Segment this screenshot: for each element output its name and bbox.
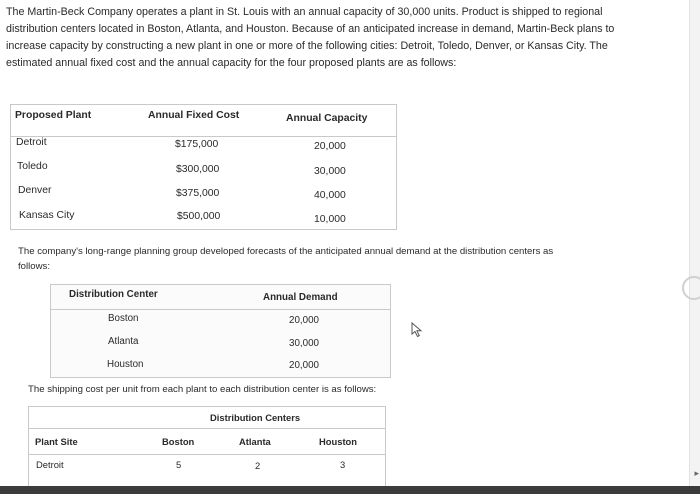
plant-name: Toledo bbox=[17, 161, 48, 172]
fixed-cost: $175,000 bbox=[175, 139, 219, 150]
cost-atlanta: 2 bbox=[255, 460, 261, 471]
paragraph-line: The company's long-range planning group developed forecasts of the anticipated annual demand at the distribution centers as bbox=[18, 246, 554, 257]
page-edge-scrollbar[interactable] bbox=[689, 0, 700, 486]
fixed-cost: $500,000 bbox=[177, 211, 221, 222]
header-houston: Houston bbox=[319, 436, 358, 447]
demand-value: 20,000 bbox=[289, 360, 319, 371]
chevron-right-icon[interactable]: ▸ bbox=[694, 468, 699, 478]
table-row bbox=[11, 185, 396, 209]
center-name: Boston bbox=[108, 313, 139, 324]
demand-paragraph bbox=[18, 244, 678, 274]
header-annual-fixed-cost: Annual Fixed Cost bbox=[148, 110, 240, 121]
header-boston: Boston bbox=[162, 436, 195, 447]
header-proposed-plant: Proposed Plant bbox=[15, 110, 92, 121]
header-annual-capacity: Annual Capacity bbox=[286, 113, 368, 124]
table-header-row bbox=[51, 285, 390, 310]
table-row bbox=[51, 311, 390, 333]
paragraph-line: follows: bbox=[18, 261, 50, 272]
annual-demand-table bbox=[50, 284, 391, 378]
header-distribution-centers: Distribution Centers bbox=[210, 412, 301, 423]
center-name: Atlanta bbox=[108, 336, 139, 347]
table-row bbox=[11, 209, 396, 233]
fixed-cost: $300,000 bbox=[176, 164, 220, 175]
shipping-cost-paragraph: The shipping cost per unit from each plant to each distribution center is as follows: bbox=[28, 384, 377, 395]
table-group-header-row bbox=[29, 407, 385, 429]
intro-line: The Martin-Beck Company operates a plant in St. Louis with an annual capacity of 30,000 units. Product is shipped to regional bbox=[6, 6, 603, 18]
header-atlanta: Atlanta bbox=[239, 436, 271, 447]
capacity: 30,000 bbox=[314, 166, 346, 177]
table-row bbox=[11, 137, 396, 161]
shipping-cost-table bbox=[28, 406, 386, 488]
intro-line: increase capacity by constructing a new plant in one or more of the following cities: Detroit, Toledo, Denver, or Kansas City. The bbox=[6, 40, 608, 52]
capacity: 40,000 bbox=[314, 190, 346, 201]
plant-name: Denver bbox=[18, 185, 52, 196]
table-header-row bbox=[11, 105, 396, 137]
mouse-pointer-icon bbox=[410, 322, 424, 338]
header-annual-demand: Annual Demand bbox=[263, 292, 338, 303]
center-name: Houston bbox=[107, 359, 144, 370]
plant-site: Detroit bbox=[36, 459, 64, 470]
table-header-row bbox=[29, 428, 385, 455]
cost-houston: 3 bbox=[340, 459, 346, 470]
capacity: 20,000 bbox=[314, 141, 346, 152]
plant-name: Detroit bbox=[16, 137, 47, 148]
header-plant-site: Plant Site bbox=[35, 436, 78, 447]
table-row bbox=[51, 357, 390, 379]
capacity: 10,000 bbox=[314, 214, 346, 225]
table-row bbox=[29, 455, 385, 479]
table-row bbox=[11, 161, 396, 185]
cost-boston: 5 bbox=[176, 459, 182, 470]
intro-line: estimated annual fixed cost and the annual capacity for the four proposed plants are as follows: bbox=[6, 57, 457, 69]
demand-value: 20,000 bbox=[289, 315, 319, 326]
bottom-bar bbox=[0, 486, 700, 494]
proposed-plants-table bbox=[10, 104, 397, 230]
plant-name: Kansas City bbox=[19, 210, 75, 221]
table-row bbox=[51, 334, 390, 356]
header-distribution-center: Distribution Center bbox=[69, 289, 158, 300]
intro-paragraph bbox=[6, 4, 686, 72]
circle-icon bbox=[682, 276, 700, 300]
fixed-cost: $375,000 bbox=[176, 188, 220, 199]
intro-line: distribution centers located in Boston, Atlanta, and Houston. Because of an anticipated increase in demand, Martin-Beck plans to bbox=[6, 23, 615, 35]
demand-value: 30,000 bbox=[289, 338, 319, 349]
